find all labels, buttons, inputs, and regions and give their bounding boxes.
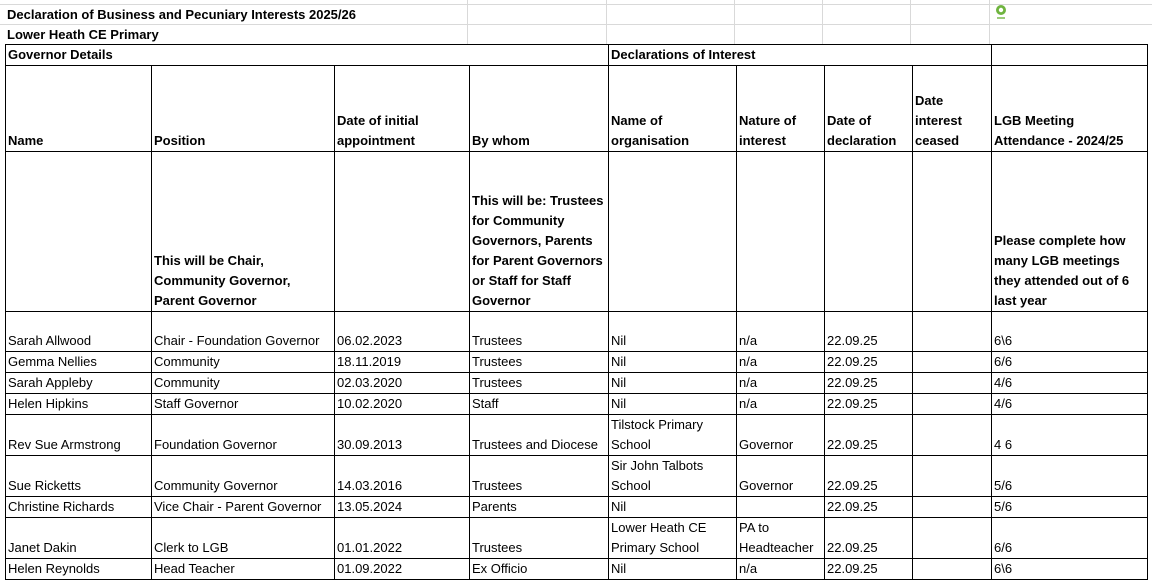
cell-nature: n/a [737, 312, 825, 352]
cell-date-initial: 30.09.2013 [335, 415, 470, 456]
cell-org: Nil [609, 373, 737, 394]
guidance-blank [737, 152, 825, 312]
header-name: Name [6, 66, 152, 152]
header-by-whom: By whom [470, 66, 609, 152]
table-row [6, 497, 1148, 518]
cell-nature: PA to Headteacher [737, 518, 825, 559]
cell-attendance: 4/6 [992, 373, 1148, 394]
header-date-ceased: Date interest ceased [913, 66, 992, 152]
guidance-blank [6, 152, 152, 312]
cell-by-whom: Trustees and Diocese [470, 415, 609, 456]
cell-date-decl: 22.09.25 [825, 456, 913, 497]
table-row [6, 312, 1148, 352]
cell-position: Community Governor [152, 456, 335, 497]
declarations-table [5, 44, 1148, 580]
header-position: Position [152, 66, 335, 152]
cell-position: Clerk to LGB [152, 518, 335, 559]
cell-org: Nil [609, 394, 737, 415]
section-blank [992, 45, 1148, 66]
guidance-row [6, 152, 1148, 312]
guidance-position: This will be Chair, Community Governor, Parent Governor [152, 152, 335, 312]
section-governor-details: Governor Details [6, 45, 609, 66]
guidance-attendance: Please complete how many LGB meetings they attended out of 6 last year [992, 152, 1148, 312]
cell-nature: n/a [737, 352, 825, 373]
section-header-row [6, 45, 1148, 66]
cell-by-whom: Trustees [470, 373, 609, 394]
cell-date-initial: 18.11.2019 [335, 352, 470, 373]
cell-position: Foundation Governor [152, 415, 335, 456]
cell-attendance: 6/6 [992, 518, 1148, 559]
table-row [6, 559, 1148, 580]
cell-org: Nil [609, 559, 737, 580]
guidance-blank [825, 152, 913, 312]
cell-name: Rev Sue Armstrong [6, 415, 152, 456]
table-row [6, 373, 1148, 394]
guidance-blank [609, 152, 737, 312]
cell-position: Community [152, 373, 335, 394]
table-row [6, 394, 1148, 415]
cell-date-ceased [913, 415, 992, 456]
cell-date-decl: 22.09.25 [825, 559, 913, 580]
table-row [6, 456, 1148, 497]
cell-by-whom: Ex Officio [470, 559, 609, 580]
cell-name: Sue Ricketts [6, 456, 152, 497]
cell-by-whom: Trustees [470, 518, 609, 559]
cell-date-ceased [913, 312, 992, 352]
cell-date-decl: 22.09.25 [825, 518, 913, 559]
cell-date-initial: 06.02.2023 [335, 312, 470, 352]
cell-name: Sarah Allwood [6, 312, 152, 352]
cell-date-initial: 01.01.2022 [335, 518, 470, 559]
cell-date-decl: 22.09.25 [825, 373, 913, 394]
cell-by-whom: Parents [470, 497, 609, 518]
cell-date-decl: 22.09.25 [825, 352, 913, 373]
cell-name: Christine Richards [6, 497, 152, 518]
cell-by-whom: Trustees [470, 312, 609, 352]
school-name: Lower Heath CE Primary [7, 27, 159, 42]
guidance-blank [913, 152, 992, 312]
cell-attendance: 6/6 [992, 352, 1148, 373]
cell-position: Head Teacher [152, 559, 335, 580]
column-header-row [6, 66, 1148, 152]
cell-date-initial: 13.05.2024 [335, 497, 470, 518]
cell-position: Community [152, 352, 335, 373]
header-date-declaration: Date of declaration [825, 66, 913, 152]
cell-org: Nil [609, 497, 737, 518]
cell-attendance: 4 6 [992, 415, 1148, 456]
cell-date-decl: 22.09.25 [825, 415, 913, 456]
cell-attendance: 6\6 [992, 312, 1148, 352]
cell-position: Staff Governor [152, 394, 335, 415]
cell-name: Gemma Nellies [6, 352, 152, 373]
cell-name: Helen Hipkins [6, 394, 152, 415]
cell-date-ceased [913, 456, 992, 497]
cell-by-whom: Staff [470, 394, 609, 415]
cell-date-ceased [913, 373, 992, 394]
cell-org: Sir John Talbots School [609, 456, 737, 497]
cell-date-decl: 22.09.25 [825, 394, 913, 415]
cell-nature: n/a [737, 559, 825, 580]
table-row [6, 415, 1148, 456]
cell-org: Nil [609, 312, 737, 352]
header-attendance: LGB Meeting Attendance - 2024/25 [992, 66, 1148, 152]
guidance-blank [335, 152, 470, 312]
leaf-logo-icon [994, 3, 1008, 23]
document-title: Declaration of Business and Pecuniary Interests 2025/26 [7, 7, 356, 22]
cell-nature: n/a [737, 394, 825, 415]
cell-by-whom: Trustees [470, 456, 609, 497]
cell-name: Sarah Appleby [6, 373, 152, 394]
cell-nature: Governor [737, 456, 825, 497]
cell-attendance: 5/6 [992, 497, 1148, 518]
cell-name: Helen Reynolds [6, 559, 152, 580]
cell-by-whom: Trustees [470, 352, 609, 373]
cell-org: Tilstock Primary School [609, 415, 737, 456]
cell-position: Chair - Foundation Governor [152, 312, 335, 352]
header-organisation: Name of organisation [609, 66, 737, 152]
cell-date-ceased [913, 394, 992, 415]
cell-date-ceased [913, 518, 992, 559]
cell-date-decl: 22.09.25 [825, 312, 913, 352]
cell-date-initial: 02.03.2020 [335, 373, 470, 394]
cell-date-ceased [913, 497, 992, 518]
cell-date-ceased [913, 352, 992, 373]
cell-date-initial: 01.09.2022 [335, 559, 470, 580]
cell-date-decl: 22.09.25 [825, 497, 913, 518]
cell-name: Janet Dakin [6, 518, 152, 559]
section-declarations: Declarations of Interest [609, 45, 992, 66]
header-date-initial: Date of initial appointment [335, 66, 470, 152]
cell-date-ceased [913, 559, 992, 580]
table-row [6, 352, 1148, 373]
cell-date-initial: 14.03.2016 [335, 456, 470, 497]
header-nature: Nature of interest [737, 66, 825, 152]
cell-position: Vice Chair - Parent Governor [152, 497, 335, 518]
table-row [6, 518, 1148, 559]
cell-attendance: 5/6 [992, 456, 1148, 497]
cell-nature: Governor [737, 415, 825, 456]
cell-attendance: 4/6 [992, 394, 1148, 415]
cell-org: Nil [609, 352, 737, 373]
cell-date-initial: 10.02.2020 [335, 394, 470, 415]
cell-org: Lower Heath CE Primary School [609, 518, 737, 559]
cell-nature [737, 497, 825, 518]
cell-attendance: 6\6 [992, 559, 1148, 580]
cell-nature: n/a [737, 373, 825, 394]
guidance-by-whom: This will be: Trustees for Community Governors, Parents for Parent Governors or Staff for Staff Governor [470, 152, 609, 312]
